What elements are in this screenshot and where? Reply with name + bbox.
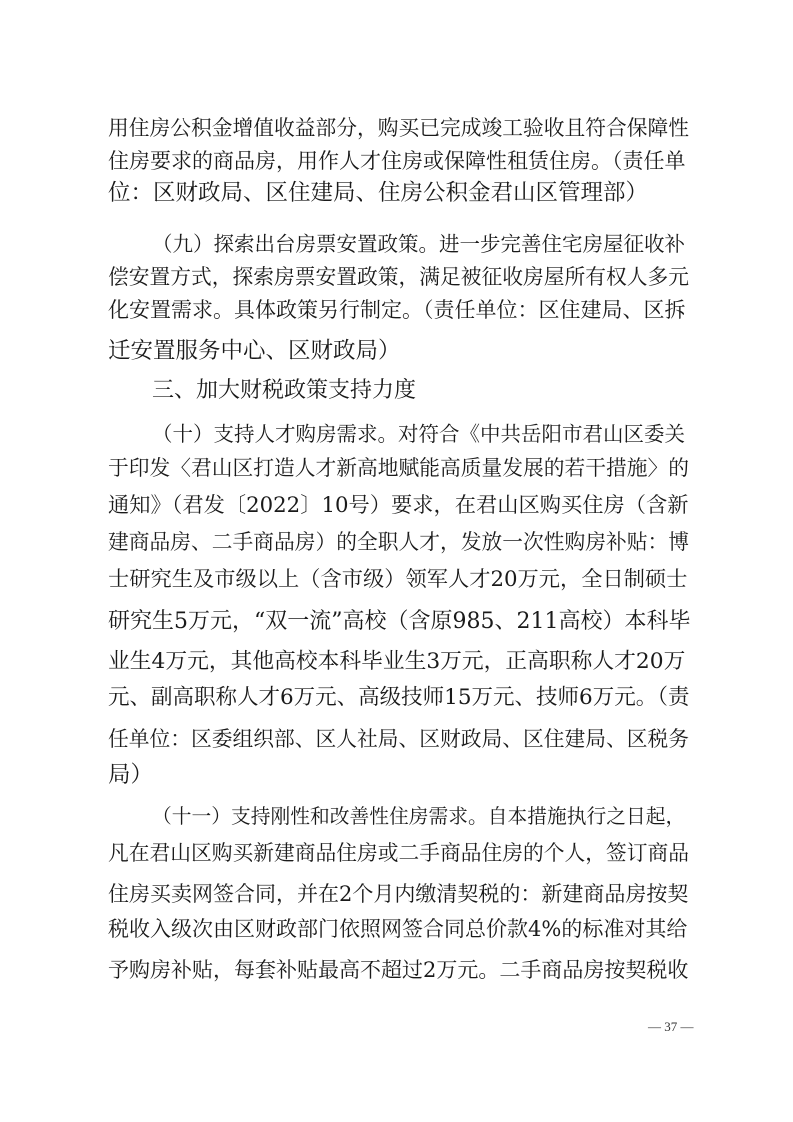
text-line: 任单位：区委组织部、区人社局、区财政局、区住建局、区税务 (108, 727, 690, 751)
text-line: 凡在君山区购买新建商品住房或二手商品住房的个人，签订商品 (108, 841, 690, 865)
text-line: 位：区财政局、区住建局、住房公积金君山区管理部） (108, 180, 649, 206)
text-line: 予购房补贴，每套补贴最高不超过2万元。二手商品房按契税收 (108, 958, 689, 982)
text-line: 迁安置服务中心、区财政局） (108, 338, 401, 364)
text-line: 住房买卖网签合同，并在2个月内缴清契税的：新建商品房按契 (108, 882, 689, 906)
text-line: 士研究生及市级以上（含市级）领军人才20万元，全日制硕士 (108, 567, 688, 592)
text-line: 通知》（君发〔2022〕10号）要求，在君山区购买住房（含新 (108, 493, 689, 518)
text-line: 元、副高职称人才6万元、高级技师15万元、技师6万元。（责 (108, 685, 690, 710)
text-line: 研究生5万元，“双一流”高校（含原985、211高校）本科毕 (108, 609, 691, 634)
text-line: 住房要求的商品房，用作人才住房或保障性租赁住房。（责任单 (108, 149, 686, 173)
page-number: — 37 — (648, 1019, 694, 1034)
text-line: 化安置需求。具体政策另行制定。（责任单位：区住建局、区拆 (108, 298, 686, 322)
text-line: 税收入级次由区财政部门依照网签合同总价款4%的标准对其给 (108, 917, 688, 941)
text-line: 业生4万元，其他高校本科毕业生3万元，正高职称人才20万 (108, 649, 686, 674)
text-line: 用住房公积金增值收益部分，购买已完成竣工验收且符合保障性 (108, 116, 690, 140)
text-line: 偿安置方式，探索房票安置政策，满足被征收房屋所有权人多元 (108, 265, 690, 289)
text-line: 建商品房、二手商品房）的全职人才，发放一次性购房补贴：博 (108, 530, 690, 554)
paragraph-first-line: （十一）支持刚性和改善性住房需求。自本措施执行之日起， (152, 805, 686, 828)
section-heading: 三、加大财税政策支持力度 (152, 378, 417, 403)
text-line: 于印发〈君山区打造人才新高地赋能高质量发展的若干措施〉的 (108, 456, 690, 480)
paragraph-first-line: （十）支持人才购房需求。对符合《中共岳阳市君山区委关 (152, 422, 685, 446)
text-line: 局） (108, 762, 154, 788)
paragraph-first-line: （九）探索出台房票安置政策。进一步完善住宅房屋征收补 (152, 232, 685, 256)
